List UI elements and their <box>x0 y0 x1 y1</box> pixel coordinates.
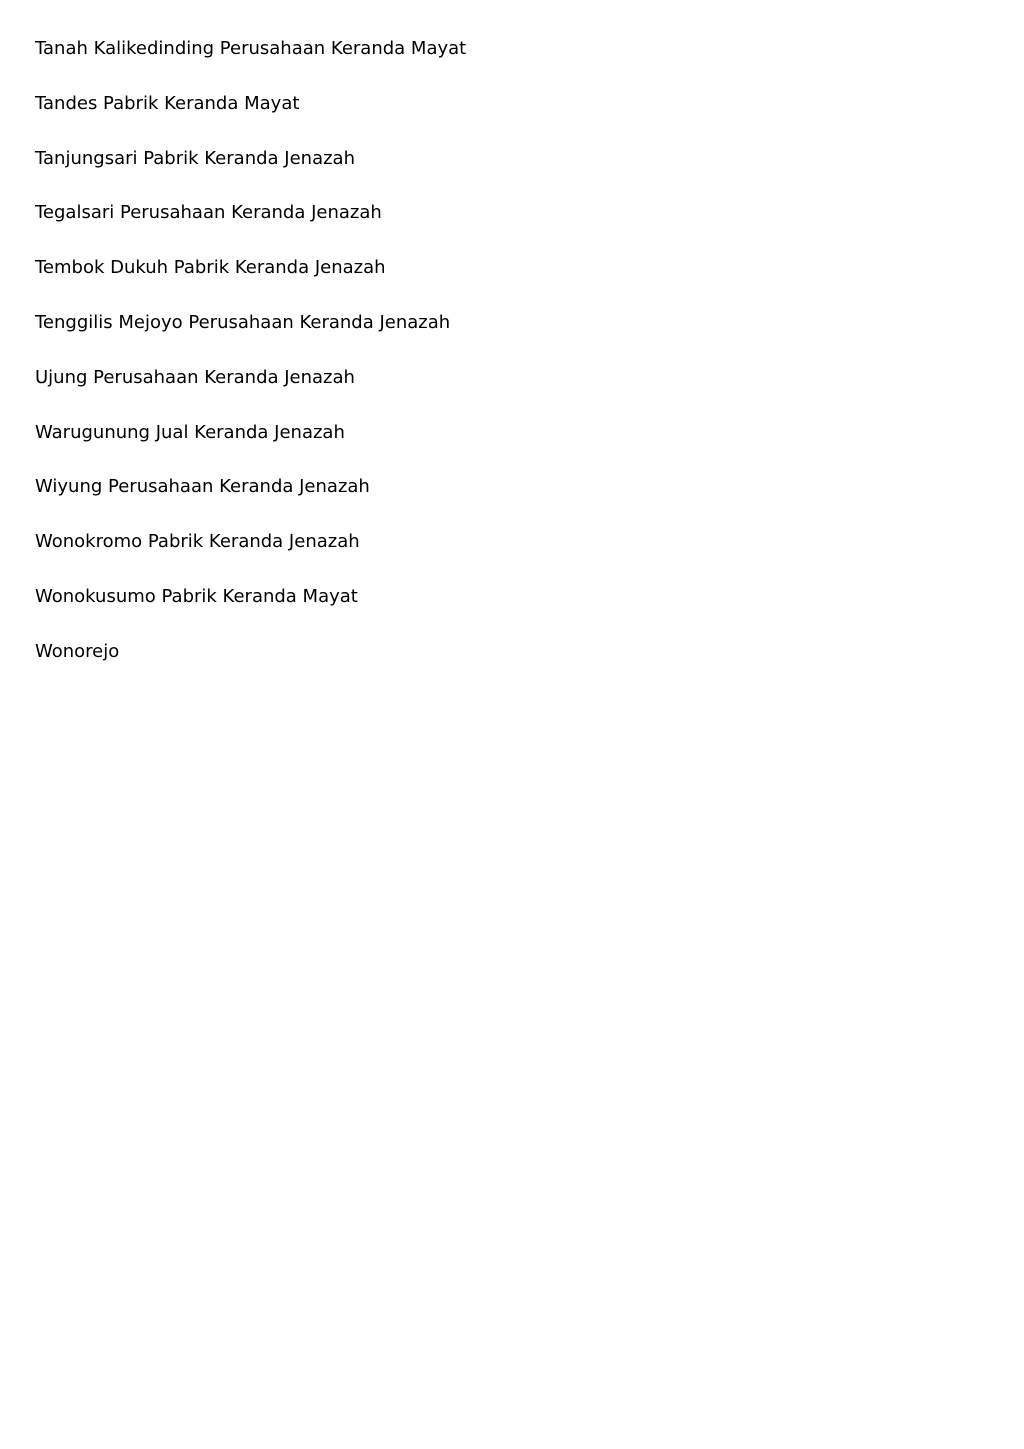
list-item: Tegalsari Perusahaan Keranda Jenazah <box>35 202 382 224</box>
list-item: Tanah Kalikedinding Perusahaan Keranda Mayat <box>35 38 467 59</box>
list-item: Ujung Perusahaan Keranda Jenazah <box>35 366 355 388</box>
list-item: Wonokromo Pabrik Keranda Jenazah <box>35 531 360 553</box>
list-item: Wiyung Perusahaan Keranda Jenazah <box>35 476 370 498</box>
list-item: Warugunung Jual Keranda Jenazah <box>35 421 345 443</box>
list-item: Wonokusumo Pabrik Keranda Mayat <box>35 585 358 607</box>
list-item: Tanjungsari Pabrik Keranda Jenazah <box>35 147 355 169</box>
list-item: Tembok Dukuh Pabrik Keranda Jenazah <box>35 257 386 279</box>
list-item: Tandes Pabrik Keranda Mayat <box>35 92 300 114</box>
list-item: Tenggilis Mejoyo Perusahaan Keranda Jenazah <box>35 311 451 333</box>
list-item: Wonorejo <box>35 640 120 662</box>
entry-list <box>35 36 466 694</box>
